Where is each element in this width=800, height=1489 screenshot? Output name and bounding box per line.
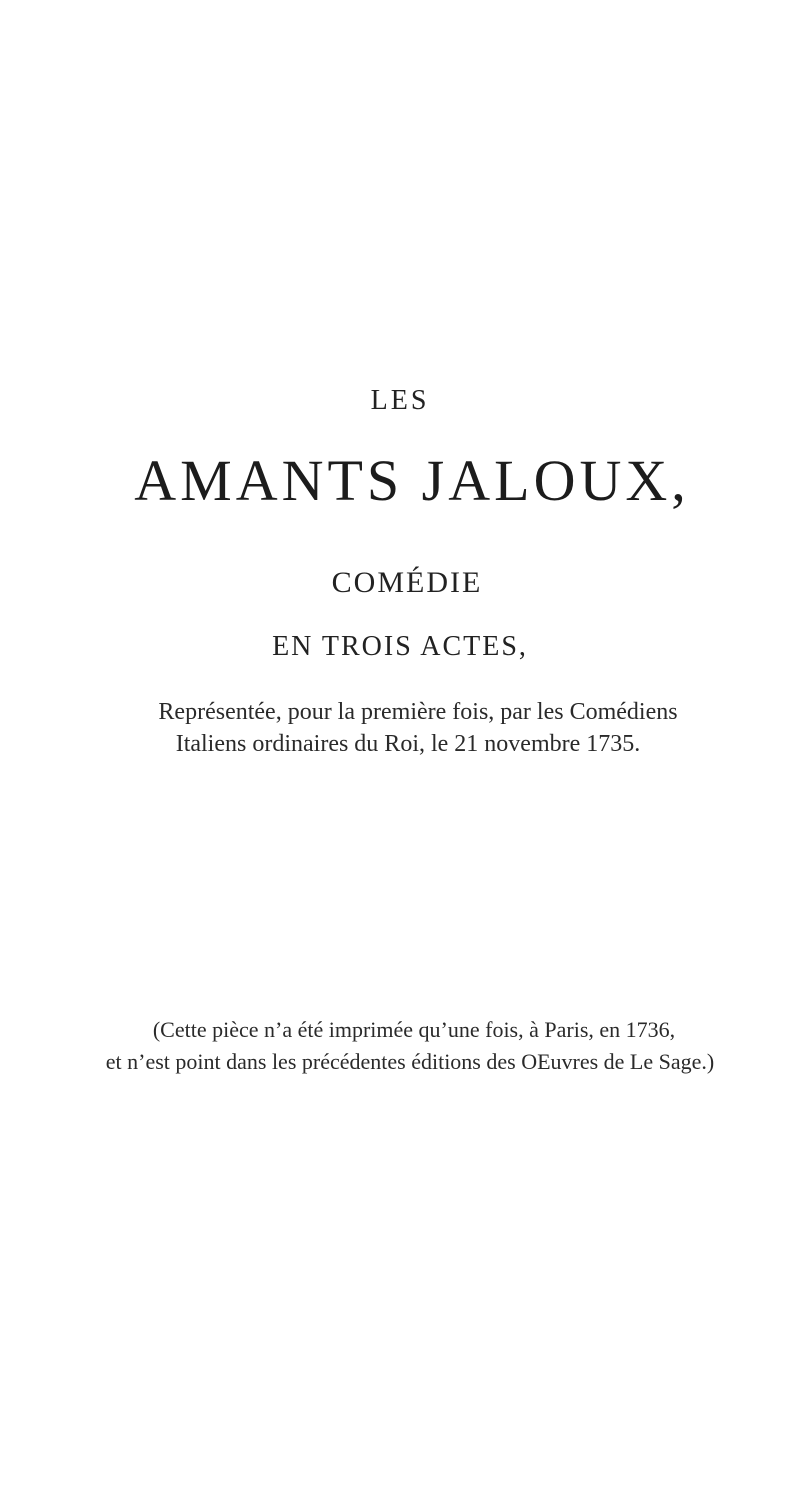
edition-note-line-2: et n’est point dans les précédentes éditions des OEuvres de Le Sage.): [105, 1049, 715, 1074]
play-title: AMANTS JALOUX,: [134, 448, 690, 513]
play-acts: EN TROIS ACTES,: [272, 631, 528, 662]
title-article: LES: [370, 385, 430, 416]
edition-note-line-1: (Cette pièce n’a été imprimée qu’une fois, à Paris, en 1736,: [152, 1017, 676, 1042]
performance-note-line-1: Représentée, pour la première fois, par les Comédiens: [158, 699, 678, 725]
play-genre: COMÉDIE: [331, 566, 483, 599]
performance-note-line-2: Italiens ordinaires du Roi, le 21 novembre 1735.: [175, 731, 641, 757]
